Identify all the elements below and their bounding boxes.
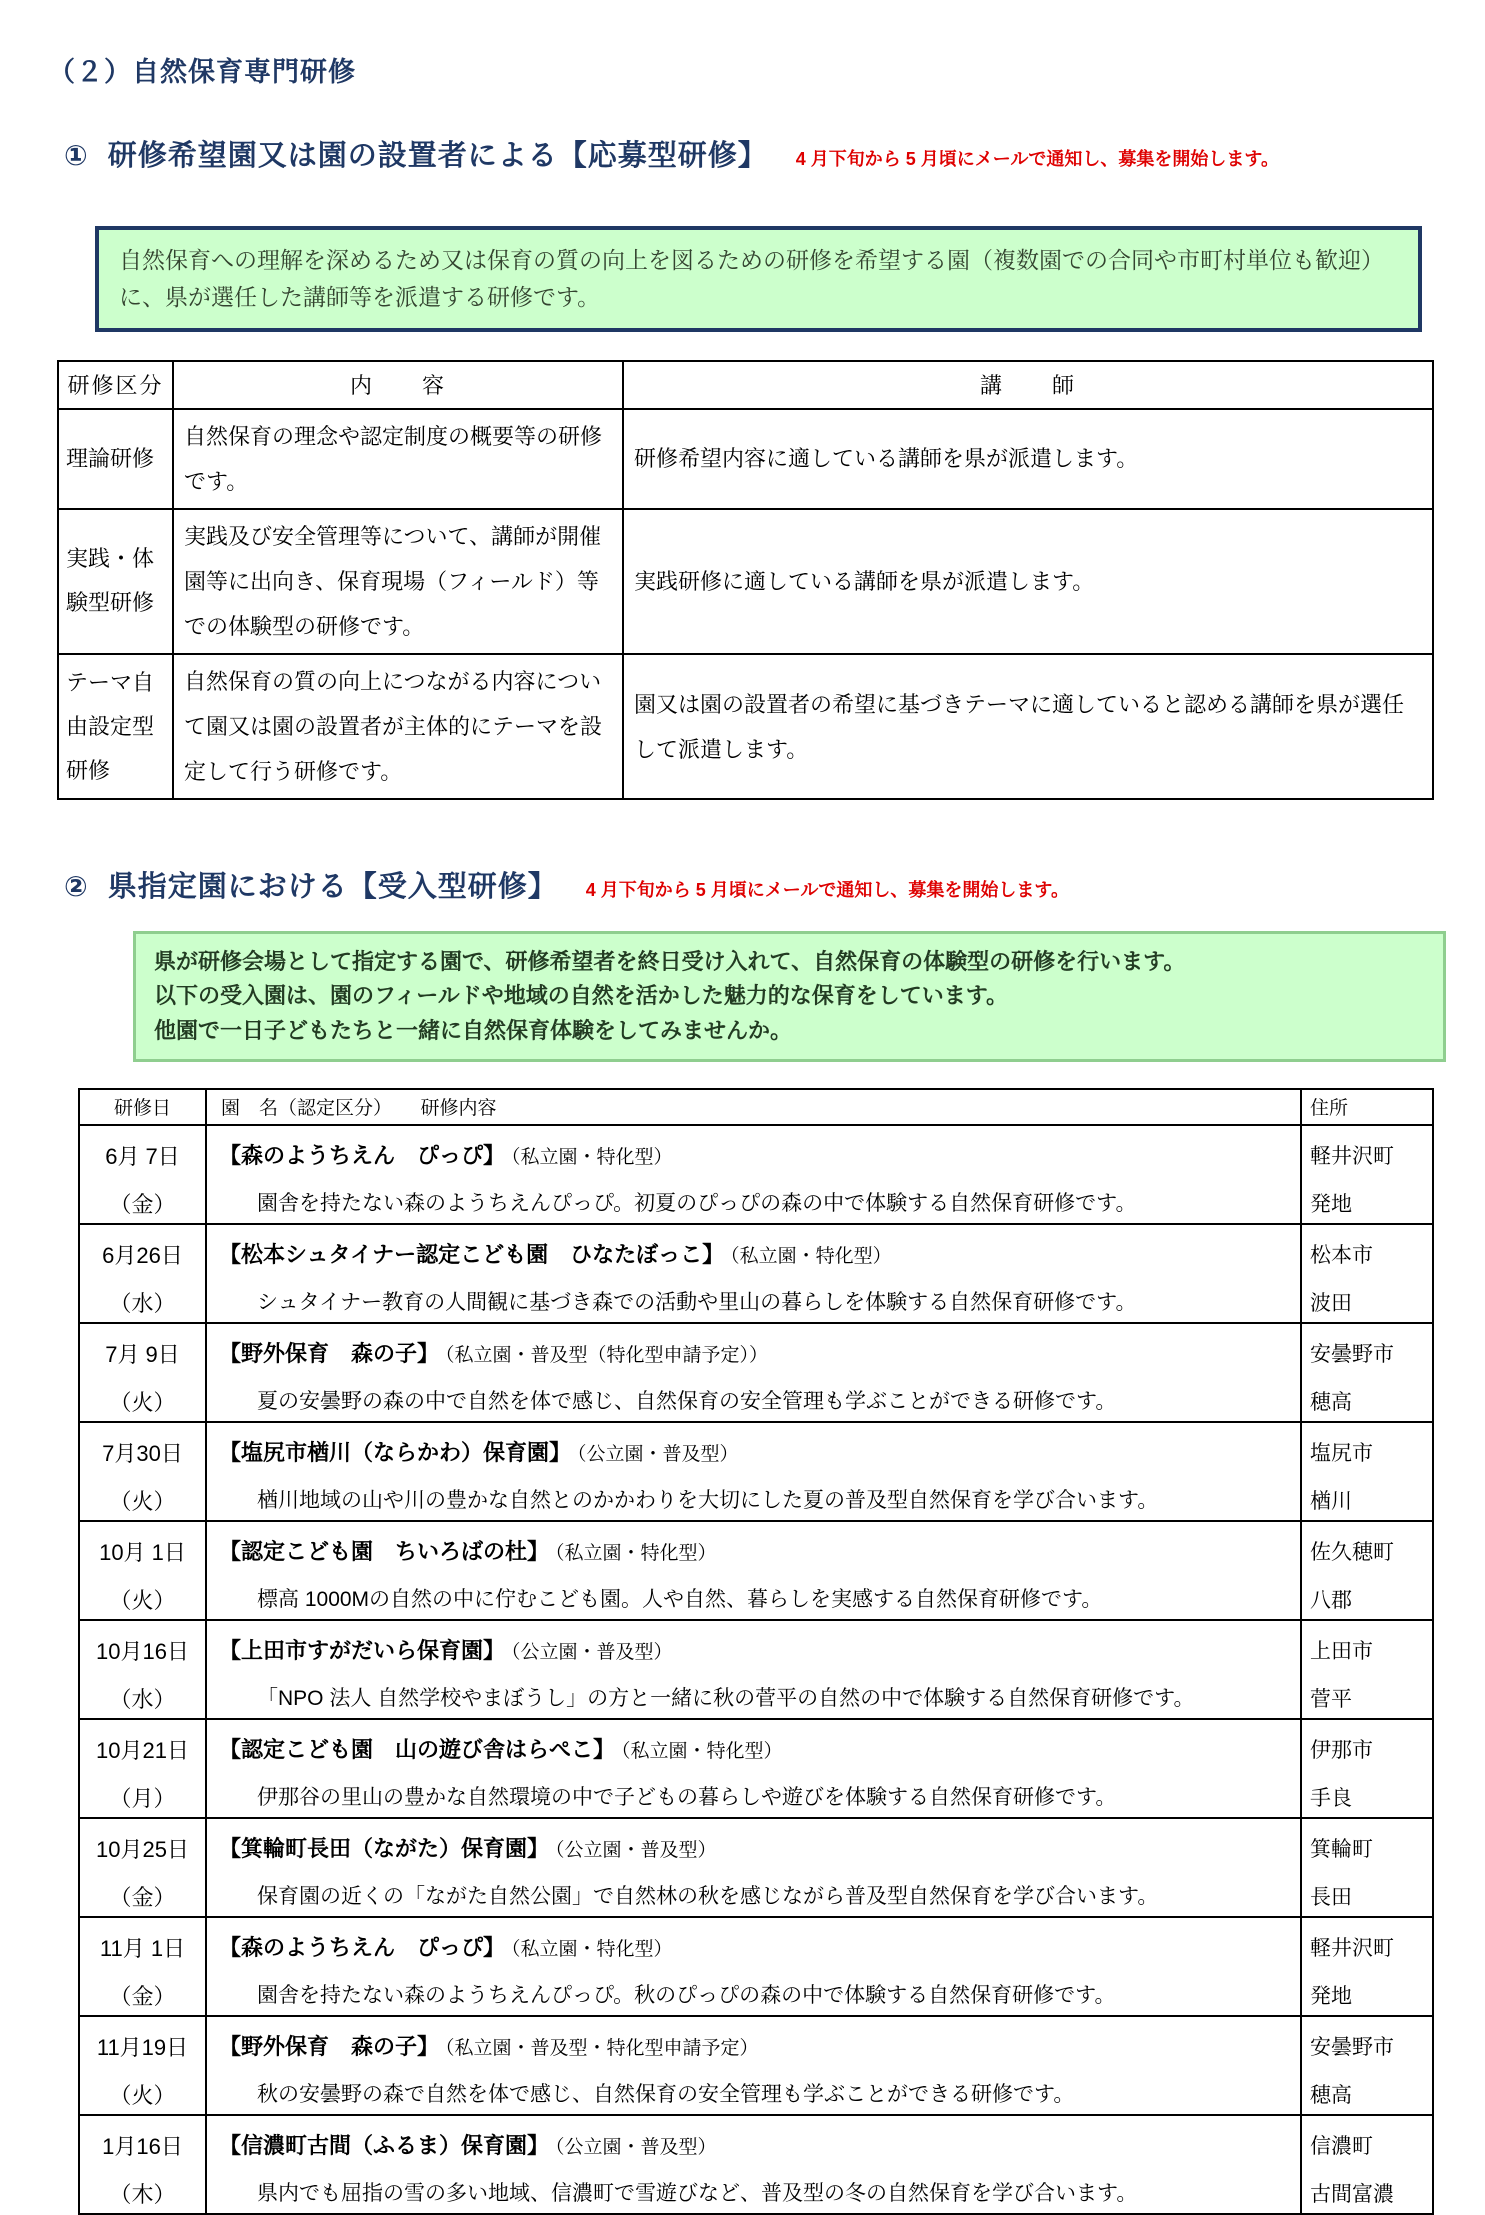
session-content-cell <box>206 1125 1301 1224</box>
session-title-line <box>219 1931 1292 1962</box>
address-city: 安曇野市 <box>1310 1342 1394 1366</box>
session-content-cell <box>206 1620 1301 1719</box>
session-weekday: （火） <box>109 1488 176 1514</box>
table-header-row <box>79 1089 1433 1125</box>
session-row <box>79 1818 1433 1917</box>
session-title-line <box>219 1238 1292 1269</box>
session-content-cell <box>206 1719 1301 1818</box>
session-content-cell <box>206 1917 1301 2016</box>
session-date: 6月26日 <box>102 1242 183 1268</box>
certification-type: （公立園・普及型） <box>555 1839 717 1861</box>
session-title-line <box>219 1733 1292 1764</box>
session-title-line <box>219 1832 1292 1863</box>
training-instructor: 園又は園の設置者の希望に基づきテーマに適していると認める講師を県が選任して派遣します。 <box>623 654 1433 799</box>
address-area: 手良 <box>1310 1786 1352 1810</box>
address-area: 発地 <box>1310 1192 1352 1216</box>
garden-name: 【森のようちえん ぴっぴ】 <box>219 1142 506 1168</box>
session-content-cell <box>206 1818 1301 1917</box>
session-date-cell <box>79 1224 206 1323</box>
session-description: 「NPO 法人 自然学校やまぼうし」の方と一緒に秋の菅平の自然の中で体験する自然保育研修です。 <box>257 1686 1195 1710</box>
training-instructor: 研修希望内容に適している講師を県が派遣します。 <box>623 409 1433 509</box>
session-address-cell <box>1301 1224 1433 1323</box>
section1-heading <box>64 133 1485 174</box>
session-description: 保育園の近くの「ながた自然公園」で自然林の秋を感じながら普及型自然保育を学び合います。 <box>257 1884 1159 1908</box>
session-address-cell <box>1301 2115 1433 2214</box>
certification-type: （私立園・特化型） <box>511 1146 673 1168</box>
session-weekday: （火） <box>109 1389 176 1415</box>
garden-name: 【認定こども園 ちいろばの杜】 <box>219 1538 550 1564</box>
session-address-cell <box>1301 1125 1433 1224</box>
certification-type: （私立園・特化型） <box>730 1245 892 1267</box>
session-date-cell <box>79 1818 206 1917</box>
address-area: 発地 <box>1310 1984 1352 2008</box>
session-description: 園舎を持たない森のようちえんぴっぴ。秋のぴっぴの森の中で体験する自然保育研修です。 <box>257 1983 1116 2007</box>
session-address-cell <box>1301 1422 1433 1521</box>
section2-title: 県指定園における【受入型研修】 <box>107 871 558 904</box>
session-row <box>79 2016 1433 2115</box>
session-description: 県内でも屈指の雪の多い地域、信濃町で雪遊びなど、普及型の冬の自然保育を学び合います。 <box>257 2181 1138 2205</box>
session-address-cell <box>1301 1917 1433 2016</box>
section1-number: ① <box>64 140 88 171</box>
session-description: 伊那谷の里山の豊かな自然環境の中で子どもの暮らしや遊びを体験する自然保育研修です。 <box>257 1785 1117 1809</box>
training-content: 自然保育の理念や認定制度の概要等の研修です。 <box>173 409 623 509</box>
session-address-cell <box>1301 1719 1433 1818</box>
address-area: 穂高 <box>1310 2083 1352 2107</box>
address-city: 伊那市 <box>1310 1738 1373 1762</box>
session-weekday: （月） <box>109 1785 176 1811</box>
session-content-cell <box>206 1323 1301 1422</box>
intro-line: 以下の受入園は、園のフィールドや地域の自然を活かした魅力的な保育をしています。 <box>154 983 1009 1009</box>
session-title-line <box>219 2129 1292 2160</box>
garden-name: 【認定こども園 山の遊び舎はらぺこ】 <box>219 1736 616 1762</box>
certification-type: （私立園・特化型） <box>555 1542 717 1564</box>
column-header-garden: 園 名（認定区分） 研修内容 <box>206 1089 1301 1125</box>
address-area: 楢川 <box>1310 1489 1352 1513</box>
session-weekday: （火） <box>109 2082 176 2108</box>
garden-name: 【野外保育 森の子】 <box>219 2033 440 2059</box>
session-weekday: （金） <box>109 1884 176 1910</box>
certification-type: （公立園・普及型） <box>555 2136 717 2158</box>
session-date: 10月16日 <box>96 1638 189 1664</box>
session-date: 10月25日 <box>96 1836 189 1862</box>
session-row <box>79 1521 1433 1620</box>
column-header-category: 研修区分 <box>58 361 173 409</box>
session-date-cell <box>79 1917 206 2016</box>
column-header-instructor: 講 師 <box>623 361 1433 409</box>
garden-name: 【野外保育 森の子】 <box>219 1340 440 1366</box>
session-address-cell <box>1301 1818 1433 1917</box>
session-description: 標高 1000Mの自然の中に佇むこども園。人や自然、暮らしを実感する自然保育研修です。 <box>257 1587 1103 1611</box>
certification-type: （私立園・特化型） <box>621 1740 783 1762</box>
garden-name: 【上田市すがだいら保育園】 <box>219 1637 506 1663</box>
session-title-line <box>219 1436 1292 1467</box>
address-area: 古間富濃 <box>1310 2182 1394 2206</box>
session-title-line <box>219 1139 1292 1170</box>
address-city: 佐久穂町 <box>1310 1540 1394 1564</box>
session-date-cell <box>79 1521 206 1620</box>
training-instructor: 実践研修に適している講師を県が派遣します。 <box>623 509 1433 654</box>
section1-title: 研修希望園又は園の設置者による【応募型研修】 <box>107 140 768 172</box>
address-city: 軽井沢町 <box>1310 1144 1394 1168</box>
page-title: （２）自然保育専門研修 <box>48 57 356 87</box>
session-date-cell <box>79 1125 206 1224</box>
session-content-cell <box>206 1422 1301 1521</box>
session-row <box>79 1422 1433 1521</box>
address-area: 八郡 <box>1310 1588 1352 1612</box>
session-weekday: （金） <box>109 1983 176 2009</box>
session-content-cell <box>206 1521 1301 1620</box>
session-date: 10月 1日 <box>99 1539 186 1565</box>
session-date: 7月 9日 <box>105 1341 180 1367</box>
column-header-content: 内 容 <box>173 361 623 409</box>
session-date-cell <box>79 1323 206 1422</box>
session-description: 園舎を持たない森のようちえんぴっぴ。初夏のぴっぴの森の中で体験する自然保育研修です。 <box>257 1191 1137 1215</box>
session-weekday: （金） <box>109 1191 176 1217</box>
garden-name: 【箕輪町長田（ながた）保育園】 <box>219 1835 550 1861</box>
garden-name: 【信濃町古間（ふるま）保育園】 <box>219 2132 550 2158</box>
section1-intro-box: 自然保育への理解を深めるため又は保育の質の向上を図るための研修を希望する園（複数園での合同や市町村単位も歓迎）に、県が選任した講師等を派遣する研修です。 <box>95 226 1422 332</box>
address-area: 長田 <box>1310 1885 1352 1909</box>
session-date-cell <box>79 2115 206 2214</box>
session-row <box>79 1620 1433 1719</box>
session-date: 11月19日 <box>96 2034 189 2060</box>
session-date-cell <box>79 1620 206 1719</box>
garden-name: 【松本シュタイナー認定こども園 ひなたぼっこ】 <box>219 1241 725 1267</box>
training-type-table <box>57 360 1434 801</box>
session-description: シュタイナー教育の人間観に基づき森での活動や里山の暮らしを体験する自然保育研修です。 <box>257 1290 1137 1314</box>
session-date: 6月 7日 <box>105 1143 180 1169</box>
certification-type: （私立園・普及型・特化型申請予定） <box>445 2037 759 2059</box>
table-row <box>58 409 1433 509</box>
section2-heading <box>64 864 1485 905</box>
session-title-line <box>219 1337 1292 1368</box>
training-category: テーマ自由設定型研修 <box>58 654 173 799</box>
session-description: 秋の安曇野の森で自然を体で感じ、自然保育の安全管理も学ぶことができる研修です。 <box>257 2082 1075 2106</box>
address-city: 塩尻市 <box>1310 1441 1373 1465</box>
session-row <box>79 1917 1433 2016</box>
section2-number: ② <box>64 871 88 903</box>
training-category: 実践・体験型研修 <box>58 509 173 654</box>
session-row <box>79 1719 1433 1818</box>
training-category: 理論研修 <box>58 409 173 509</box>
address-city: 軽井沢町 <box>1310 1936 1394 1960</box>
session-title-line <box>219 1634 1292 1665</box>
garden-name: 【森のようちえん ぴっぴ】 <box>219 1934 506 1960</box>
section2-notice: 4 月下旬から 5 月頃にメールで通知し、募集を開始します。 <box>585 880 1069 901</box>
session-title-line <box>219 1535 1292 1566</box>
table-row <box>58 509 1433 654</box>
host-school-schedule-table <box>78 1088 1434 2215</box>
session-row <box>79 2115 1433 2214</box>
session-weekday: （火） <box>109 1587 176 1613</box>
session-date: 7月30日 <box>102 1440 183 1466</box>
session-address-cell <box>1301 1620 1433 1719</box>
session-weekday: （水） <box>109 1686 176 1712</box>
certification-type: （公立園・普及型） <box>511 1641 673 1663</box>
session-weekday: （木） <box>109 2181 176 2207</box>
session-address-cell <box>1301 1521 1433 1620</box>
column-header-date: 研修日 <box>79 1089 206 1125</box>
session-address-cell <box>1301 2016 1433 2115</box>
address-city: 上田市 <box>1310 1639 1373 1663</box>
garden-name: 【塩尻市楢川（ならかわ）保育園】 <box>219 1439 572 1465</box>
table-row <box>58 654 1433 799</box>
certification-type: （私立園・普及型（特化型申請予定）） <box>445 1344 769 1366</box>
training-content: 自然保育の質の向上につながる内容について園又は園の設置者が主体的にテーマを設定して行う研修です。 <box>173 654 623 799</box>
address-city: 安曇野市 <box>1310 2035 1394 2059</box>
section2-intro-box <box>133 931 1446 1061</box>
session-date: 1月16日 <box>102 2133 183 2159</box>
address-city: 信濃町 <box>1310 2134 1373 2158</box>
section1-notice: 4 月下旬から 5 月頃にメールで通知し、募集を開始します。 <box>795 149 1279 169</box>
session-row <box>79 1224 1433 1323</box>
session-description: 夏の安曇野の森の中で自然を体で感じ、自然保育の安全管理も学ぶことができる研修です。 <box>257 1389 1117 1413</box>
column-header-address: 住所 <box>1301 1089 1433 1125</box>
session-date: 10月21日 <box>96 1737 189 1763</box>
address-area: 穂高 <box>1310 1390 1352 1414</box>
session-content-cell <box>206 1224 1301 1323</box>
address-city: 松本市 <box>1310 1243 1373 1267</box>
session-description: 楢川地域の山や川の豊かな自然とのかかわりを大切にした夏の普及型自然保育を学び合います。 <box>257 1488 1159 1512</box>
session-date: 11月 1日 <box>99 1935 186 1961</box>
session-address-cell <box>1301 1323 1433 1422</box>
training-content: 実践及び安全管理等について、講師が開催園等に出向き、保育現場（フィールド）等での体験型の研修です。 <box>173 509 623 654</box>
address-city: 箕輪町 <box>1310 1837 1373 1861</box>
session-date-cell <box>79 1719 206 1818</box>
session-row <box>79 1323 1433 1422</box>
session-date-cell <box>79 1422 206 1521</box>
address-area: 菅平 <box>1310 1687 1352 1711</box>
session-row <box>79 1125 1433 1224</box>
intro-line: 県が研修会場として指定する園で、研修希望者を終日受け入れて、自然保育の体験型の研修を行います。 <box>154 949 1186 975</box>
certification-type: （私立園・特化型） <box>511 1938 673 1960</box>
table-header-row <box>58 361 1433 409</box>
session-weekday: （水） <box>109 1290 176 1316</box>
session-date-cell <box>79 2016 206 2115</box>
session-content-cell <box>206 2115 1301 2214</box>
certification-type: （公立園・普及型） <box>577 1443 739 1465</box>
intro-line: 他園で一日子どもたちと一緒に自然保育体験をしてみませんか。 <box>154 1017 793 1043</box>
session-content-cell <box>206 2016 1301 2115</box>
session-title-line <box>219 2030 1292 2061</box>
address-area: 波田 <box>1310 1291 1352 1315</box>
